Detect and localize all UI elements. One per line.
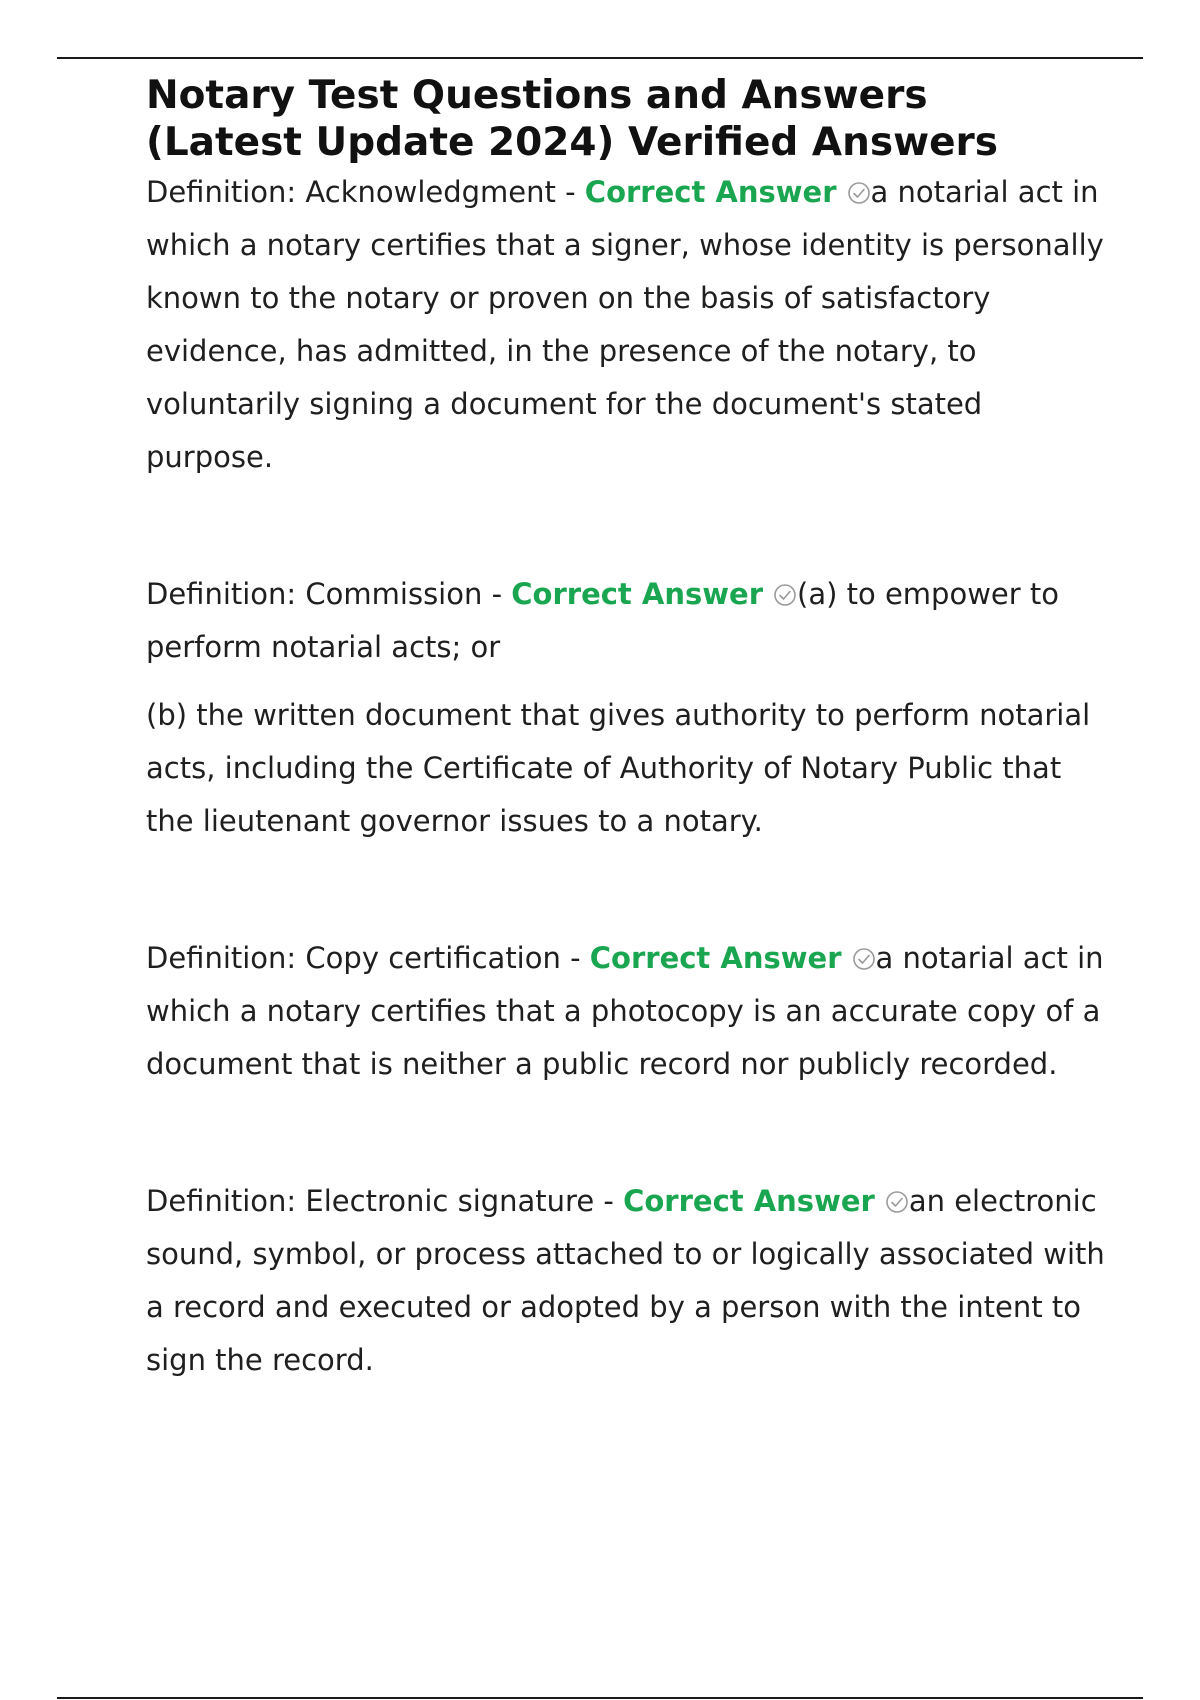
document-title: [146, 72, 1106, 166]
title-line-1: Notary Test Questions and Answers: [146, 73, 928, 118]
correct-answer-label: Correct Answer: [589, 941, 842, 975]
definition-paragraph: (b) the written document that gives authority to perform notarial acts, including the Certificate of Authority of Notary Public that the lieutenant governor issues to a notary.: [146, 698, 1091, 838]
definition-term: Definition: Commission -: [146, 577, 512, 611]
check-circle-icon: [885, 1190, 909, 1214]
definition-paragraph: [146, 568, 1106, 674]
title-line-2: (Latest Update 2024) Verified Answers: [146, 120, 999, 165]
definition-term: Definition: Electronic signature -: [146, 1184, 624, 1218]
correct-answer-label: Correct Answer: [511, 577, 764, 611]
definition-paragraph: [146, 932, 1106, 1091]
check-circle-icon: [847, 181, 871, 205]
check-circle-icon: [773, 583, 797, 607]
definition-text: a notarial act in which a notary certifies that a photocopy is an accurate copy of a document that is neither a public record nor publicly recorded.: [146, 941, 1104, 1081]
document-body: [146, 72, 1106, 1387]
definition-entry-electronic-signature: [146, 1175, 1106, 1387]
definition-entry-copy-certification: [146, 932, 1106, 1091]
definition-term: Definition: Acknowledgment -: [146, 175, 585, 209]
definition-text: a notarial act in which a notary certifies that a signer, whose identity is personally known to the notary or proven on the basis of satisfactory evidence, has admitted, in the presence of the notary, to voluntarily signing a document for the document's stated purpose.: [146, 175, 1104, 474]
bottom-divider: [57, 1697, 1143, 1699]
definition-term: Definition: Copy certification -: [146, 941, 590, 975]
definition-entry-commission: [146, 568, 1106, 848]
check-circle-icon: [852, 947, 876, 971]
definition-paragraph: [146, 1175, 1106, 1387]
definition-entry-acknowledgment: [146, 166, 1106, 484]
definition-text: an electronic sound, symbol, or process attached to or logically associated with a record and executed or adopted by a person with the intent to sign the record.: [146, 1184, 1105, 1377]
definition-text: (a) to empower to perform notarial acts; or: [146, 577, 1060, 664]
correct-answer-label: Correct Answer: [584, 175, 837, 209]
top-divider: [57, 57, 1143, 59]
definition-paragraph: [146, 166, 1106, 484]
correct-answer-label: Correct Answer: [623, 1184, 875, 1218]
